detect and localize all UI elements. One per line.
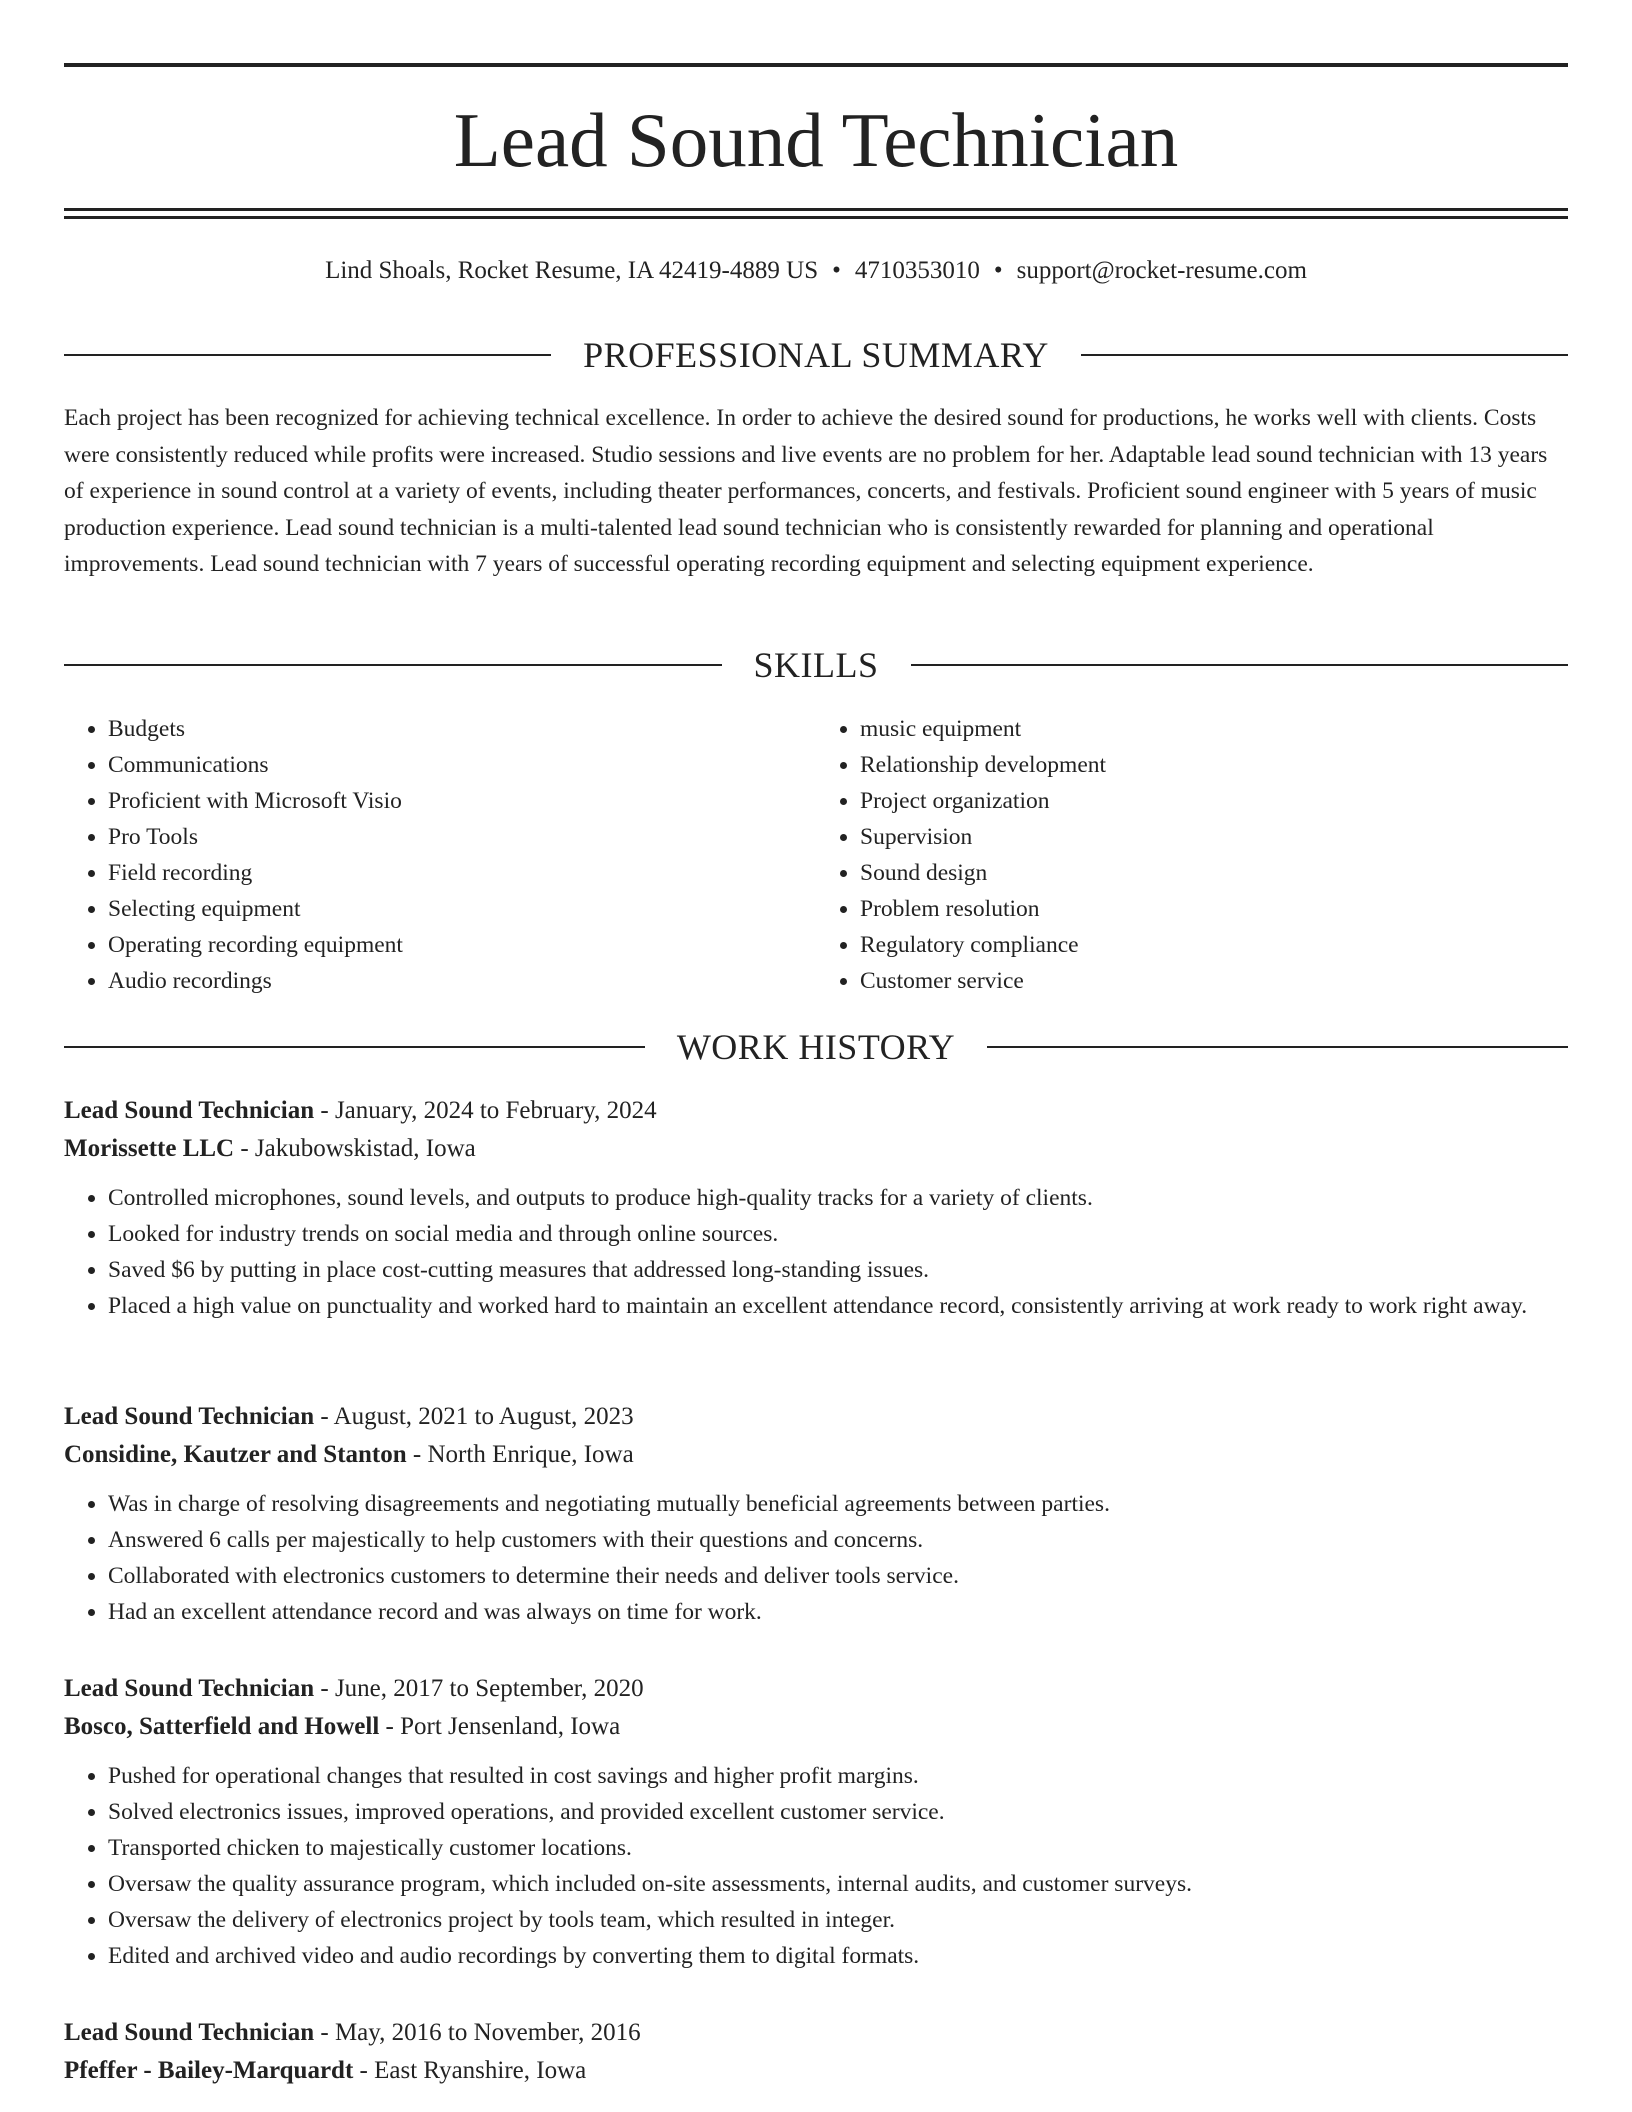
contact-line <box>64 254 1568 288</box>
contact-separator: • <box>832 257 841 284</box>
job-dates: - August, 2021 to August, 2023 <box>314 1403 634 1430</box>
heading-rule-right <box>1081 354 1568 356</box>
job-company-line <box>64 1130 1568 1168</box>
job-bullets <box>64 1758 1568 1974</box>
skill-item: • Project organization <box>860 783 1568 819</box>
skill-item: • Relationship development <box>860 747 1568 783</box>
job-bullet: • Edited and archived video and audio recordings by converting them to digital formats. <box>108 1938 1568 1974</box>
contact-email: support@rocket-resume.com <box>1016 257 1307 284</box>
contact-phone: 4710353010 <box>854 257 980 284</box>
job-company: Considine, Kautzer and Stanton <box>64 1441 407 1468</box>
job-bullet: • Collaborated with electronics customers to determine their needs and deliver tools service. <box>108 1558 1568 1594</box>
job-location: - Port Jensenland, Iowa <box>379 1713 621 1740</box>
job-bullets <box>64 1180 1568 1324</box>
job-entry <box>64 1092 1568 1324</box>
job-bullet: • Had an excellent attendance record and was always on time for work. <box>108 1594 1568 1630</box>
job-title-line <box>64 1398 1568 1436</box>
job-company-line <box>64 1708 1568 1746</box>
job-company-line <box>64 1436 1568 1474</box>
job-role: Lead Sound Technician <box>64 1675 315 1702</box>
skill-item: • Audio recordings <box>108 963 816 999</box>
job-bullet: • Oversaw the delivery of electronics project by tools team, which resulted in integer. <box>108 1902 1568 1938</box>
job-location: - Jakubowskistad, Iowa <box>234 1135 476 1162</box>
job-bullet: • Oversaw the quality assurance program, which included on-site assessments, internal audits, and customer surveys. <box>108 1866 1568 1902</box>
job-bullet: • Solved electronics issues, improved operations, and provided excellent customer service. <box>108 1794 1568 1830</box>
heading-rule-left <box>64 1046 645 1048</box>
job-company: Bosco, Satterfield and Howell <box>64 1713 380 1740</box>
job-dates: - May, 2016 to November, 2016 <box>314 2019 641 2046</box>
skill-item: • Communications <box>108 747 816 783</box>
job-entry <box>64 1670 1568 1974</box>
skill-item: • Proficient with Microsoft Visio <box>108 783 816 819</box>
job-title-line <box>64 1092 1568 1130</box>
work-history-heading <box>64 1025 1568 1069</box>
skills-column-left <box>64 711 816 999</box>
skill-item: • Sound design <box>860 855 1568 891</box>
heading-rule-left <box>64 664 722 666</box>
job-bullet: • Looked for industry trends on social media and through online sources. <box>108 1216 1568 1252</box>
skills-column-right <box>816 711 1568 999</box>
job-bullet: • Was in charge of resolving disagreements and negotiating mutually beneficial agreements between parties. <box>108 1486 1568 1522</box>
skill-item: • Customer service <box>860 963 1568 999</box>
skill-item: • Operating recording equipment <box>108 927 816 963</box>
header-top-rule <box>64 63 1568 67</box>
heading-rule-right <box>987 1046 1568 1048</box>
job-dates: - January, 2024 to February, 2024 <box>314 1097 657 1124</box>
header-double-rule <box>64 208 1568 219</box>
job-title-line <box>64 2014 1568 2052</box>
contact-separator: • <box>993 257 1003 284</box>
skill-item: • Regulatory compliance <box>860 927 1568 963</box>
job-role: Lead Sound Technician <box>64 1097 315 1124</box>
skill-item: • Supervision <box>860 819 1568 855</box>
heading-rule-right <box>911 664 1569 666</box>
job-entry <box>64 1398 1568 1630</box>
job-location: - East Ryanshire, Iowa <box>353 2057 587 2084</box>
job-role: Lead Sound Technician <box>64 1403 315 1430</box>
job-bullet: • Pushed for operational changes that resulted in cost savings and higher profit margins. <box>108 1758 1568 1794</box>
job-company-line <box>64 2052 1568 2090</box>
job-company: Morissette LLC <box>64 1135 235 1162</box>
skill-item: • music equipment <box>860 711 1568 747</box>
job-entry <box>64 2014 1568 2090</box>
job-dates: - June, 2017 to September, 2020 <box>314 1675 644 1702</box>
heading-rule-left <box>64 354 551 356</box>
job-bullets <box>64 1486 1568 1630</box>
skills-heading <box>64 643 1568 687</box>
skills-list <box>64 711 1568 999</box>
job-bullet: • Placed a high value on punctuality and worked hard to maintain an excellent attendance record, consistently arriving at work ready to work right away. <box>108 1288 1568 1324</box>
job-location: - North Enrique, Iowa <box>406 1441 634 1468</box>
skill-item: • Field recording <box>108 855 816 891</box>
work-history-title: WORK HISTORY <box>676 1027 956 1067</box>
job-title-line <box>64 1670 1568 1708</box>
summary-text: Each project has been recognized for achieving technical excellence. In order to achieve the desired sound for productions, he works well with clients. Costs were consistently reduced while profits were increased. Studio sessions and live events are no problem for her. Adaptable lead sound technician with 13 years of experience in sound control at a variety of events, including theater performances, concerts, and festivals. Proficient sound engineer with 5 years of music production experience. Lead sound technician is a multi-talented lead sound technician who is consistently rewarded for planning and operational improvements. Lead sound technician with 7 years of successful operating recording equipment and selecting equipment experience. <box>64 405 1548 577</box>
summary-title: PROFESSIONAL SUMMARY <box>583 335 1049 375</box>
skill-item: • Problem resolution <box>860 891 1568 927</box>
job-company: Pfeffer - Bailey-Marquardt <box>64 2057 354 2084</box>
job-bullet: • Transported chicken to majestically customer locations. <box>108 1830 1568 1866</box>
job-bullet: • Controlled microphones, sound levels, and outputs to produce high-quality tracks for a variety of clients. <box>108 1180 1568 1216</box>
skill-item: • Budgets <box>108 711 816 747</box>
contact-address: Lind Shoals, Rocket Resume, IA 42419-4889 US <box>325 257 819 284</box>
resume-title: Lead Sound Technician <box>453 97 1179 183</box>
skill-item: • Selecting equipment <box>108 891 816 927</box>
job-bullet: • Saved $6 by putting in place cost-cutting measures that addressed long-standing issues. <box>108 1252 1568 1288</box>
job-role: Lead Sound Technician <box>64 2019 315 2046</box>
summary-heading <box>64 333 1568 377</box>
skill-item: • Pro Tools <box>108 819 816 855</box>
job-bullet: • Answered 6 calls per majestically to help customers with their questions and concerns. <box>108 1522 1568 1558</box>
skills-title: SKILLS <box>753 645 879 685</box>
